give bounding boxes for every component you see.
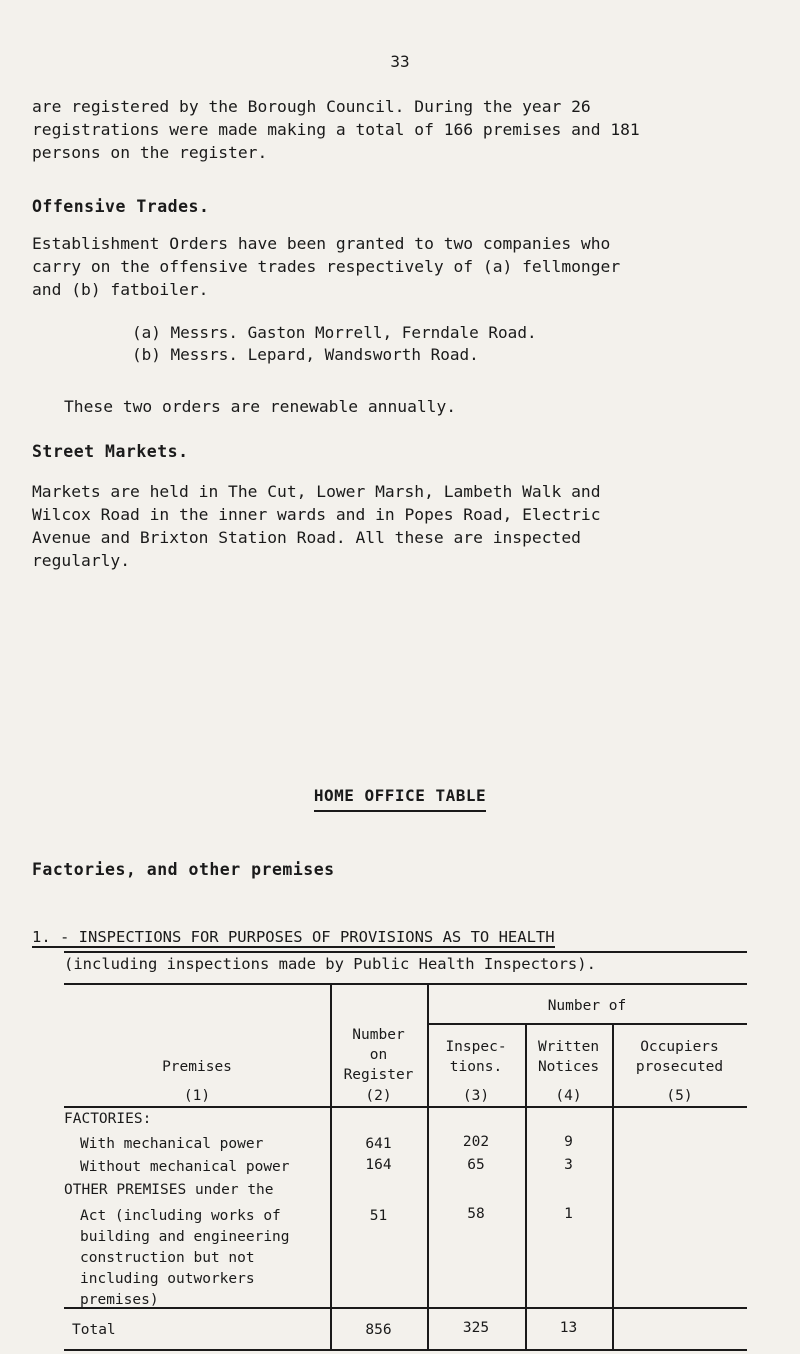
offensive-trades-note: These two orders are renewable annually.	[64, 397, 457, 416]
col-register-header: Number on Register	[343, 1027, 414, 1083]
street-markets-paragraph: Markets are held in The Cut, Lower Marsh, Lambeth Walk and Wilcox Road in the inner wards and in Popes Road, Electric Avenue and Brixton Station Road. All these are inspected regularly.	[32, 482, 601, 570]
other-notices-value: 1	[564, 1206, 573, 1222]
table-caption-line1: 1. - INSPECTIONS FOR PURPOSES OF PROVISIONS AS TO HEALTH	[32, 928, 555, 946]
col-prosecuted-number: (5)	[666, 1088, 693, 1104]
table-bottom-rule	[64, 1349, 747, 1351]
home-office-title: HOME OFFICE TABLE	[0, 786, 800, 812]
mech-notices-value: 9	[564, 1134, 573, 1150]
mech-inspections-value: 202	[462, 1134, 490, 1150]
factories-label: FACTORIES:	[64, 1111, 152, 1127]
offensive-trades-paragraph: Establishment Orders have been granted to two companies who carry on the offensive trades respectively of (a) fellmonger and (b) fatboiler.	[32, 234, 621, 299]
total-inspections-value: 325	[462, 1320, 490, 1336]
nomech-notices-value: 3	[564, 1157, 573, 1173]
col-notices-header: Written Notices	[537, 1039, 600, 1075]
other-register-value: 51	[369, 1208, 388, 1224]
group-header-rule	[427, 1023, 747, 1025]
total-notices-value: 13	[559, 1320, 578, 1336]
col-notices-number: (4)	[555, 1088, 582, 1104]
intro-paragraph: are registered by the Borough Council. During the year 26 registrations were made making a total of 166 premises and 181 persons on the register.	[32, 97, 640, 162]
page-number: 33	[390, 52, 410, 71]
other-premises-detail: Act (including works of building and engineering construction but not including outworkers premises)	[80, 1208, 290, 1308]
nomech-inspections-value: 65	[467, 1157, 485, 1173]
other-inspections-value: 58	[467, 1206, 485, 1222]
col-inspections-number: (3)	[462, 1088, 490, 1104]
nomech-power-label: Without mechanical power	[80, 1159, 290, 1175]
col-premises-header: Premises	[162, 1059, 232, 1075]
total-label: Total	[72, 1322, 116, 1338]
caption-rule	[64, 951, 747, 953]
col-prosecuted-header: Occupiers prosecuted	[635, 1039, 724, 1075]
offensive-trades-list: (a) Messrs. Gaston Morrell, Ferndale Road. (b) Messrs. Lepard, Wandsworth Road.	[132, 323, 537, 364]
offensive-trades-heading: Offensive Trades.	[32, 197, 210, 216]
number-of-group-header: Number of	[547, 998, 627, 1014]
total-register-value: 856	[365, 1322, 392, 1338]
table-caption-line2: (including inspections made by Public Health Inspectors).	[64, 955, 596, 973]
col-inspections-header: Inspec- tions.	[445, 1039, 507, 1075]
nomech-register-value: 164	[365, 1157, 392, 1173]
header-bottom-rule	[64, 1106, 747, 1108]
home-office-subtitle: Factories, and other premises	[32, 860, 335, 879]
col-premises-number: (1)	[183, 1088, 211, 1104]
table-top-rule	[64, 983, 747, 985]
street-markets-heading: Street Markets.	[32, 442, 189, 461]
mech-power-label: With mechanical power	[80, 1136, 264, 1152]
col-register-number: (2)	[365, 1088, 392, 1104]
other-premises-label: OTHER PREMISES under the	[64, 1182, 274, 1198]
mech-register-value: 641	[365, 1136, 392, 1152]
